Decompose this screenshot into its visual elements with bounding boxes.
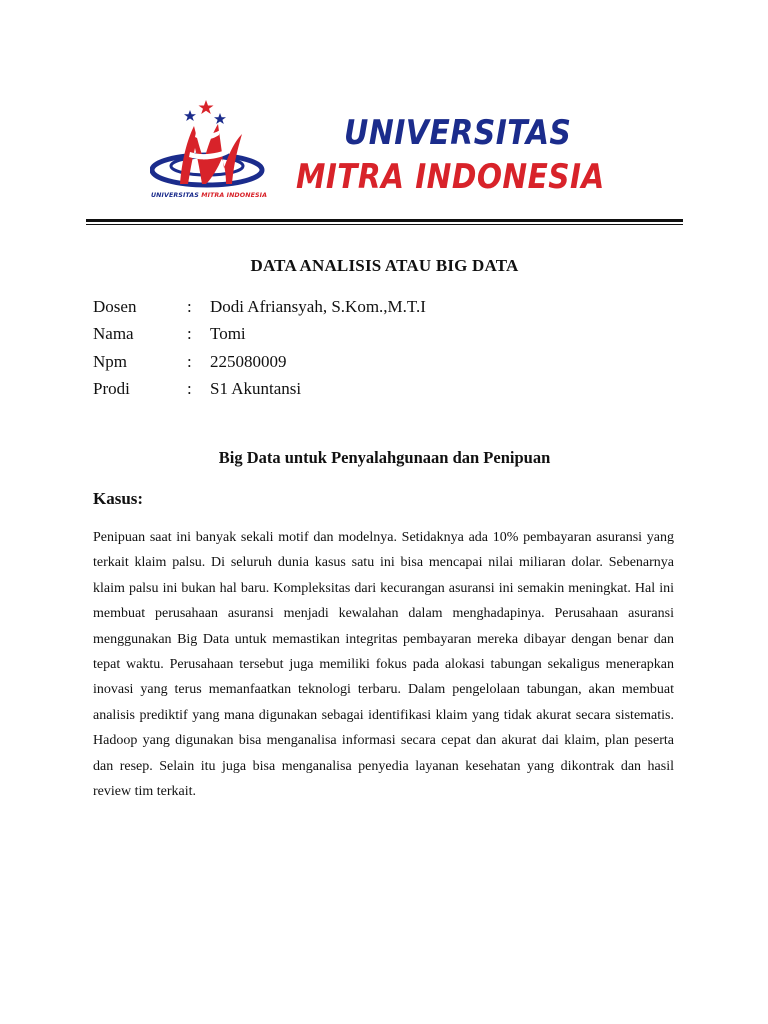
meta-value: Tomi [210,324,246,344]
meta-label: Npm [93,351,127,371]
meta-separator: : [187,378,192,398]
university-name-line2: MITRA INDONESIA [296,157,605,197]
logo-caption [150,192,268,199]
university-logo [150,98,268,206]
logo-star-blue-left [184,110,196,121]
section-title: Big Data untuk Penyalahgunaan dan Penipuan [218,448,551,467]
letterhead-rule-thin [86,224,683,225]
case-heading: Kasus: [93,489,144,508]
document-title: DATA ANALISIS ATAU BIG DATA [250,256,519,275]
meta-label: Prodi [93,378,130,398]
university-logo-emblem [150,98,268,194]
meta-label: Nama [93,324,134,344]
meta-label: Dosen [93,297,137,316]
letterhead-rule-thick [86,219,683,222]
logo-caption-mitra-indonesia: MITRA INDONESIA [201,192,268,199]
meta-value: 225080009 [210,351,287,371]
meta-separator: : [187,297,192,316]
logo-caption-universitas: UNIVERSITAS [150,192,199,199]
logo-star-blue-right [214,113,226,124]
meta-separator: : [187,351,192,371]
meta-value: S1 Akuntansi [210,378,302,398]
logo-star-red [199,100,214,114]
meta-value: Dodi Afriansyah, S.Kom.,M.T.I [210,297,426,316]
meta-separator: : [187,324,192,344]
case-paragraph: Penipuan saat ini banyak sekali motif dan modelnya. Setidaknya ada 10% pembayaran asuransi yang terkait klaim palsu. Di seluruh dunia kasus satu ini bisa mencapai nilai miliaran dolar. Sebenarnya klaim palsu ini bukan hal baru. Kompleksitas dari kecurangan asuransi ini semakin meningkat. Hal ini membuat perusahaan asuransi menjadi kewalahan dalam menghadapinya. Perusahaan asuransi menggunakan Big Data untuk memastikan integritas pembayaran mereka dibayar dengan benar dan tepat waktu. Perusahaan tersebut juga memiliki fokus pada alokasi tabungan sekaligus menerapkan inovasi yang terus memanfaatkan teknologi terbaru. Dalam pengelolaan tabungan, akan membuat analisis prediktif yang mana digunakan sebagai identifikasi klaim yang tidak akurat secara sistematis. Hadoop yang digunakan bisa menganalisa informasi secara cepat dan akurat dai klaim, plan peserta dan resep. Selain itu juga bisa menganalisa penyedia layanan kesehatan yang dikontrak dan hasil review tim terkait. [93,530,674,800]
university-name-line1: UNIVERSITAS [344,113,572,153]
